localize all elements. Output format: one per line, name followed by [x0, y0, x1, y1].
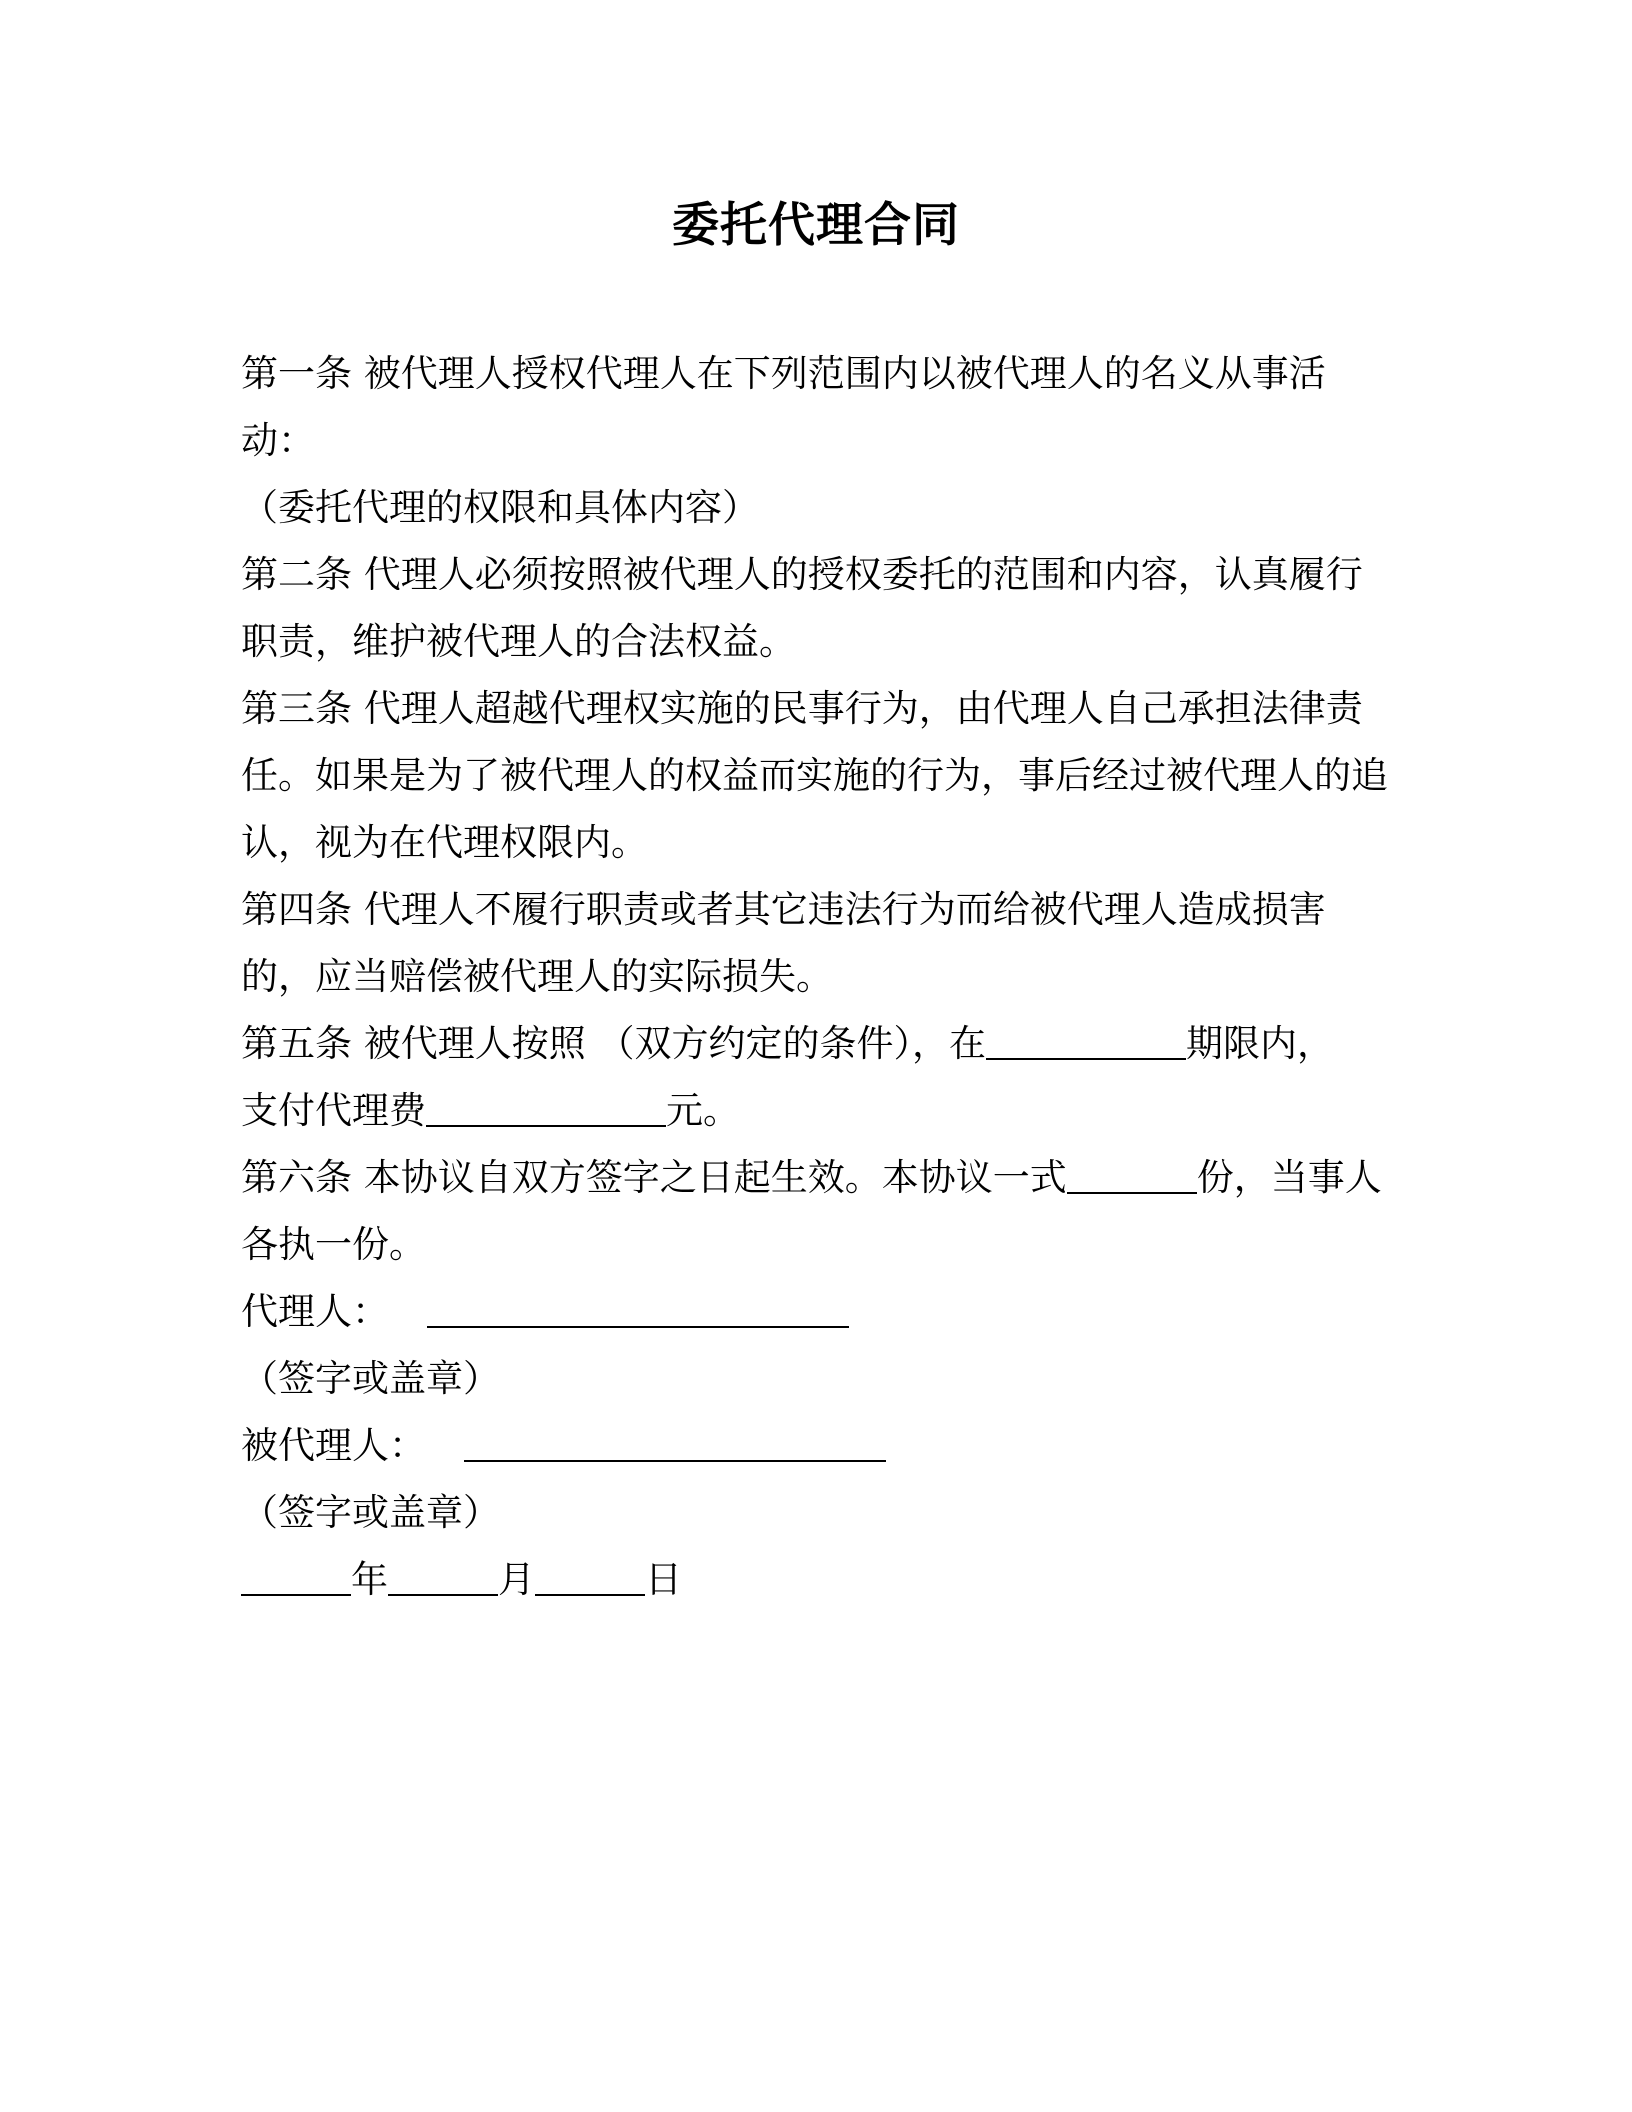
- article-4-line-2: 的，应当赔偿被代理人的实际损失。: [241, 955, 833, 998]
- article-5-line-1: [241, 1010, 1391, 1077]
- agent-signature-line: [241, 1278, 1391, 1345]
- article-5-text-pre: 第五条 被代理人按照 （双方约定的条件），在: [241, 1022, 987, 1065]
- article-6-line-1: [241, 1144, 1391, 1211]
- article-5-line-2: [241, 1077, 1391, 1144]
- article-5-text-post: 期限内，: [1186, 1022, 1335, 1065]
- copies-blank[interactable]: [1067, 1148, 1197, 1194]
- article-6-text-pre: 第六条 本协议自双方签字之日起生效。本协议一式: [241, 1156, 1067, 1199]
- article-1-line-1: 第一条 被代理人授权代理人在下列范围内以被代理人的名义从事活: [241, 352, 1326, 395]
- fee-label: 支付代理费: [241, 1089, 426, 1132]
- month-label: 月: [498, 1558, 535, 1601]
- day-blank[interactable]: [535, 1550, 645, 1596]
- document-body: [241, 340, 1391, 1613]
- year-label: 年: [351, 1558, 388, 1601]
- year-blank[interactable]: [241, 1550, 351, 1596]
- fee-unit: 元。: [666, 1089, 740, 1132]
- day-label: 日: [645, 1558, 682, 1601]
- fee-blank[interactable]: [426, 1081, 666, 1127]
- term-blank[interactable]: [986, 1014, 1186, 1060]
- principal-signature-note: （签字或盖章）: [241, 1491, 500, 1534]
- date-line: [241, 1546, 1391, 1613]
- month-blank[interactable]: [388, 1550, 498, 1596]
- article-3-line-3: 认，视为在代理权限内。: [241, 821, 648, 864]
- page-title: 委托代理合同: [672, 198, 960, 253]
- article-1-line-3: （委托代理的权限和具体内容）: [241, 486, 759, 529]
- agent-signature-blank[interactable]: [427, 1282, 849, 1328]
- article-2-line-1: 第二条 代理人必须按照被代理人的授权委托的范围和内容，认真履行: [241, 553, 1363, 596]
- article-3-line-1: 第三条 代理人超越代理权实施的民事行为，由代理人自己承担法律责: [241, 687, 1363, 730]
- principal-signature-blank[interactable]: [464, 1416, 886, 1462]
- article-3-line-2: 任。如果是为了被代理人的权益而实施的行为，事后经过被代理人的追: [241, 754, 1388, 797]
- article-2-line-2: 职责，维护被代理人的合法权益。: [241, 620, 796, 663]
- article-6-text-post: 份，当事人: [1196, 1156, 1382, 1199]
- agent-signature-note: （签字或盖章）: [241, 1357, 500, 1400]
- article-4-line-1: 第四条 代理人不履行职责或者其它违法行为而给被代理人造成损害: [241, 888, 1326, 931]
- article-6-line-2: 各执一份。: [241, 1223, 426, 1266]
- principal-signature-line: [241, 1412, 1391, 1479]
- agent-label: 代理人：: [241, 1290, 389, 1333]
- principal-label: 被代理人：: [241, 1424, 426, 1467]
- article-1-line-2: 动：: [241, 419, 315, 462]
